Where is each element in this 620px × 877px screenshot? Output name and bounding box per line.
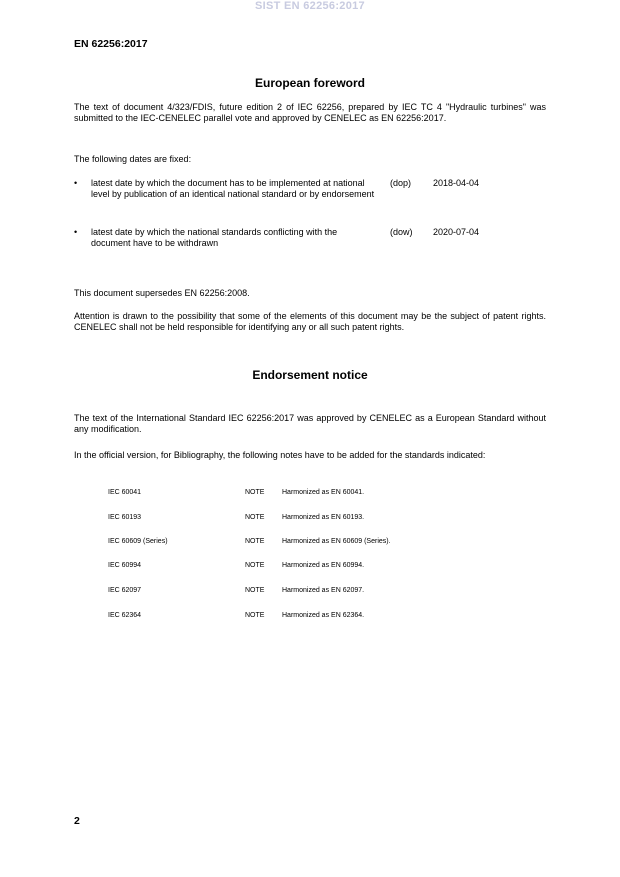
- note-label: NOTE: [245, 489, 265, 496]
- page-number: 2: [74, 815, 80, 827]
- note-standard: IEC 62097: [108, 587, 142, 594]
- note-text: Harmonized as EN 60193.: [282, 514, 365, 521]
- bullet-icon: •: [74, 178, 78, 188]
- date-item-code: (dop): [390, 178, 412, 188]
- supersedes-text: This document supersedes EN 62256:2008.: [74, 288, 250, 298]
- note-standard: IEC 60609 (Series): [108, 538, 168, 545]
- watermark: SIST EN 62256:2017: [255, 0, 365, 12]
- date-item-date: 2020-07-04: [433, 227, 480, 237]
- note-text: Harmonized as EN 60994.: [282, 562, 365, 569]
- notes-intro: In the official version, for Bibliography, the following notes have to be added for the standards indicated:: [74, 450, 486, 460]
- note-standard: IEC 60193: [108, 514, 142, 521]
- note-text: Harmonized as EN 60041.: [282, 489, 365, 496]
- endorsement-title: Endorsement notice: [252, 368, 368, 382]
- note-standard: IEC 60041: [108, 489, 142, 496]
- endorsement-text: The text of the International Standard IEC 62256:2017 was approved by CENELEC as a European Standard without any modification.: [74, 413, 546, 434]
- note-text: Harmonized as EN 62097.: [282, 587, 365, 594]
- note-text: Harmonized as EN 62364.: [282, 612, 365, 619]
- date-item-date: 2018-04-04: [433, 178, 480, 188]
- note-standard: IEC 60994: [108, 562, 142, 569]
- patent-text: Attention is drawn to the possibility that some of the elements of this document may be the subject of patent rights. CENELEC shall not be held responsible for identifying any or all such patent rights.: [74, 311, 546, 332]
- note-label: NOTE: [245, 612, 265, 619]
- document-id: EN 62256:2017: [74, 38, 148, 50]
- foreword-intro: The text of document 4/323/FDIS, future edition 2 of IEC 62256, prepared by IEC TC 4 "Hydraulic turbines" was submitted to the IEC-CENELEC parallel vote and approved by CENELEC as EN 62256:2017.: [74, 102, 546, 123]
- date-item-text: latest date by which the document has to be implemented at national level by publication of an identical national standard or by endorsement: [91, 178, 375, 199]
- note-label: NOTE: [245, 538, 265, 545]
- dates-intro: The following dates are fixed:: [74, 154, 192, 164]
- date-item-code: (dow): [390, 227, 413, 237]
- foreword-title: European foreword: [254, 76, 365, 90]
- bullet-icon: •: [74, 227, 78, 237]
- note-label: NOTE: [245, 587, 265, 594]
- date-item-text: latest date by which the national standards conflicting with the document have to be withdrawn: [91, 227, 338, 248]
- note-standard: IEC 62364: [108, 612, 142, 619]
- note-label: NOTE: [245, 514, 265, 521]
- note-text: Harmonized as EN 60609 (Series).: [282, 538, 391, 545]
- note-label: NOTE: [245, 562, 265, 569]
